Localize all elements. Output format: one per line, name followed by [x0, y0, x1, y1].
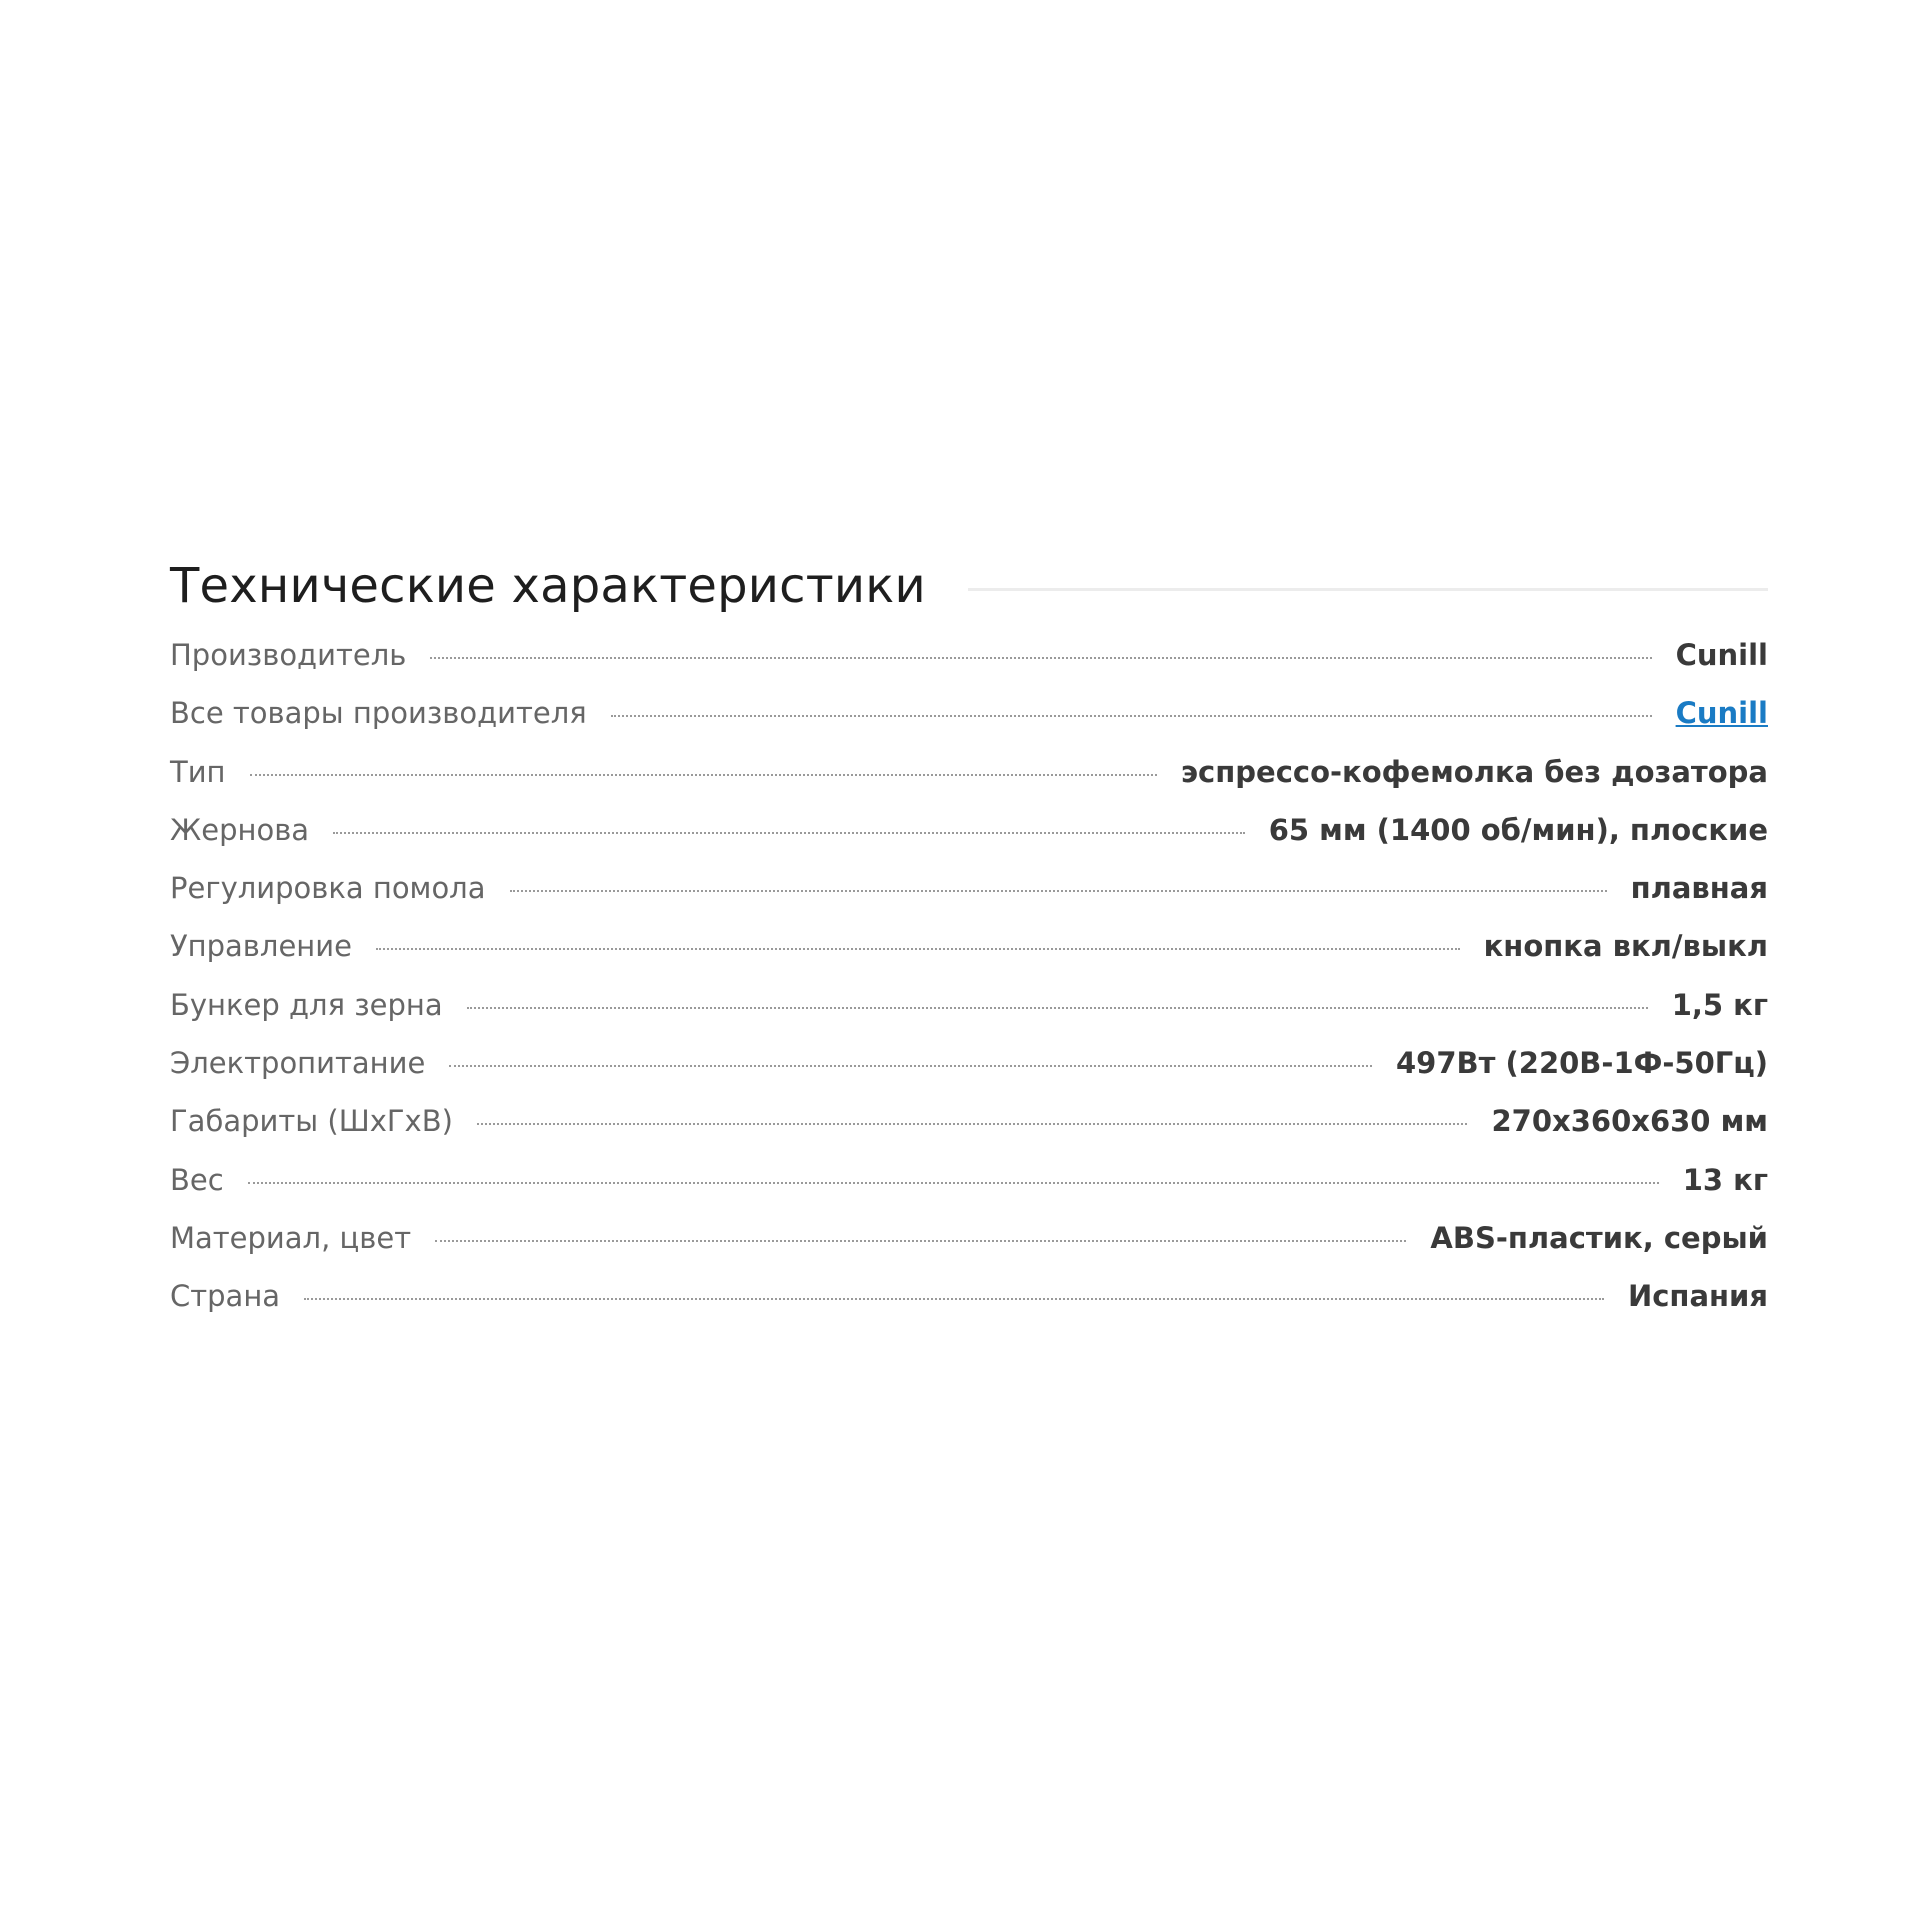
- specs-section: [170, 556, 1768, 1338]
- dotted-leader: [430, 657, 1651, 659]
- spec-label: Электропитание: [170, 1046, 426, 1081]
- spec-value: 1,5 кг: [1671, 987, 1768, 1022]
- spec-value: плавная: [1630, 871, 1768, 906]
- spec-value: эспрессо-кофемолка без дозатора: [1180, 754, 1768, 789]
- spec-row-type: [170, 755, 1768, 813]
- specs-header: [170, 556, 1768, 616]
- spec-list: [170, 638, 1768, 1338]
- spec-row-power: [170, 1046, 1768, 1104]
- spec-row-hopper: [170, 988, 1768, 1046]
- dotted-leader: [467, 1007, 1648, 1009]
- dotted-leader: [477, 1123, 1468, 1125]
- spec-label: Бункер для зерна: [170, 987, 443, 1022]
- spec-value: 13 кг: [1682, 1162, 1768, 1197]
- spec-label: Страна: [170, 1279, 281, 1314]
- dotted-leader: [304, 1298, 1604, 1300]
- spec-row-control: [170, 929, 1768, 987]
- spec-row-weight: [170, 1163, 1768, 1221]
- dotted-leader: [449, 1065, 1372, 1067]
- spec-value: ABS-пластик, серый: [1430, 1220, 1768, 1255]
- spec-value: Cunill: [1675, 638, 1768, 672]
- spec-label: Габариты (ШхГхВ): [170, 1104, 453, 1139]
- dotted-leader: [376, 948, 1460, 950]
- spec-label: Жернова: [170, 812, 310, 847]
- spec-value: 270x360x630 мм: [1491, 1104, 1768, 1139]
- title-divider: [968, 588, 1768, 591]
- specs-title: Технические характеристики: [170, 558, 926, 614]
- dotted-leader: [510, 890, 1607, 892]
- dotted-leader: [611, 715, 1652, 717]
- spec-value: кнопка вкл/выкл: [1483, 929, 1768, 964]
- dotted-leader: [435, 1240, 1406, 1242]
- dotted-leader: [248, 1182, 1659, 1184]
- dotted-leader: [250, 774, 1157, 776]
- dotted-leader: [333, 832, 1245, 834]
- spec-label: Производитель: [170, 638, 407, 672]
- spec-value: 65 мм (1400 об/мин), плоские: [1268, 812, 1768, 847]
- manufacturer-link[interactable]: Cunill: [1675, 696, 1768, 731]
- spec-value: Испания: [1627, 1279, 1768, 1314]
- spec-row-burrs: [170, 813, 1768, 871]
- spec-row-material: [170, 1221, 1768, 1279]
- spec-label: Тип: [170, 754, 226, 789]
- spec-label: Все товары производителя: [170, 696, 587, 731]
- spec-row-dimensions: [170, 1104, 1768, 1162]
- spec-row-grind-adjustment: [170, 871, 1768, 929]
- spec-label: Управление: [170, 929, 352, 964]
- spec-label: Материал, цвет: [170, 1220, 412, 1255]
- spec-row-all-products: [170, 696, 1768, 754]
- spec-value: 497Вт (220В-1Ф-50Гц): [1395, 1046, 1768, 1081]
- spec-row-manufacturer: [170, 638, 1768, 696]
- spec-label: Регулировка помола: [170, 871, 486, 906]
- spec-label: Вес: [170, 1162, 224, 1197]
- spec-row-country: [170, 1279, 1768, 1337]
